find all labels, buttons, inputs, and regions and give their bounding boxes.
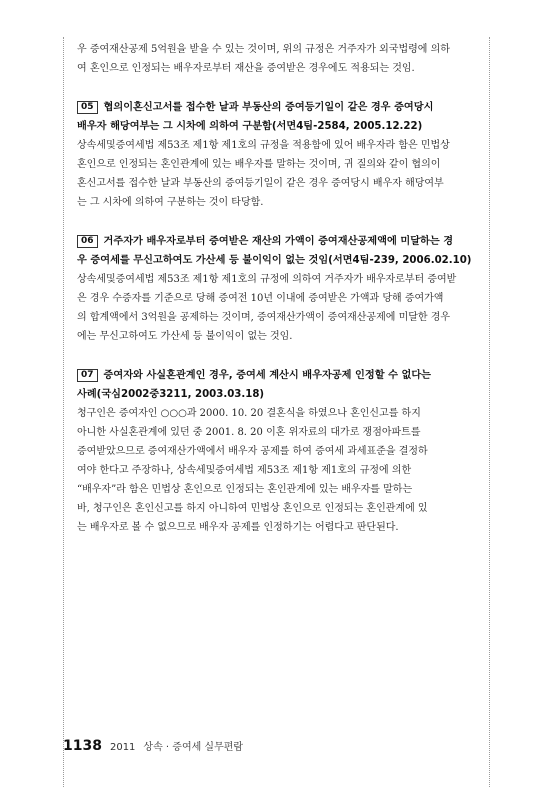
heading-line: 배우자 해당여부는 그 시차에 의하여 구분함(서면4팀-2584, 2005.12.22) <box>77 121 423 132</box>
body-line: 청구인은 증여자인 ○○○과 2000. 10. 20 결혼식을 하였으나 혼인신고를 하지 <box>77 408 421 419</box>
body-line: 아니한 사실혼관계에 있던 중 2001. 8. 20 이혼 위자료의 대가로 쟁점아파트를 <box>77 427 421 438</box>
body-line: 는 그 시차에 의하여 구분하는 것이 타당함. <box>77 197 264 208</box>
body-line: “배우자”라 함은 민법상 혼인으로 인정되는 혼인관계에 있는 배우자를 말하는 <box>77 484 413 495</box>
intro-line: 우 증여재산공제 5억원을 받을 수 있는 것이며, 위의 규정은 거주자가 외국법령에 의하 <box>77 44 450 55</box>
body-line: 증여받았으므로 증여재산가액에서 배우자 공제를 하여 증여세 과세표준을 결정하 <box>77 446 428 457</box>
section-heading <box>77 98 479 136</box>
section-body <box>77 270 479 346</box>
heading-line: 증여자와 사실혼관계인 경우, 증여세 계산시 배우자공제 인정할 수 없다는 <box>103 370 432 381</box>
body-line: 상속세및증여세법 제53조 제1항 제1호의 규정을 적용함에 있어 배우자라 함은 민법상 <box>77 140 450 151</box>
body-line: 상속세및증여세법 제53조 제1항 제1호의 규정에 의하여 거주자가 배우자로부터 증여받 <box>77 274 457 285</box>
book-year: 2011 <box>109 742 136 753</box>
page-content <box>77 40 479 537</box>
body-line: 은 경우 수증자를 기준으로 당해 증여전 10년 이내에 증여받은 가액과 당해 증여가액 <box>77 293 444 304</box>
heading-line: 거주자가 배우자로부터 증여받은 재산의 가액이 증여재산공제액에 미달하는 경 <box>103 236 454 247</box>
book-title: 상속 · 증여세 실무편람 <box>143 742 244 753</box>
intro-paragraph <box>77 40 479 78</box>
page-number: 1138 <box>63 738 102 754</box>
heading-line: 협의이혼신고서를 접수한 날과 부동산의 증여등기일이 같은 경우 증여당시 <box>103 102 434 113</box>
intro-line: 여 혼인으로 인정되는 배우자로부터 재산을 증여받은 경우에도 적용되는 것임. <box>77 63 415 74</box>
section-number-badge: 06 <box>77 235 98 248</box>
section-number-badge: 07 <box>77 369 98 382</box>
section-body <box>77 136 479 212</box>
section-05 <box>77 98 479 212</box>
heading-line: 사례(국심2002중3211, 2003.03.18) <box>77 389 265 400</box>
body-line: 혼신고서를 접수한 날과 부동산의 증여등기일이 같은 경우 증여당시 배우자 해당여부 <box>77 178 444 189</box>
section-body <box>77 404 479 537</box>
heading-line: 우 증여세를 무신고하여도 가산세 등 불이익이 없는 것임(서면4팀-239, 2006.02.10) <box>77 255 472 266</box>
section-heading <box>77 232 479 270</box>
section-heading <box>77 366 479 404</box>
body-line: 의 합계액에서 3억원을 공제하는 것이며, 증여재산가액이 증여재산공제에 미달한 경우 <box>77 312 451 323</box>
section-07 <box>77 366 479 537</box>
body-line: 여야 한다고 주장하나, 상속세및증여세법 제53조 제1항 제1호의 규정에 의한 <box>77 465 412 476</box>
page-footer <box>63 738 243 754</box>
body-line: 는 배우자로 볼 수 없으므로 배우자 공제를 인정하기는 어렵다고 판단된다. <box>77 522 399 533</box>
section-number-badge: 05 <box>77 101 98 114</box>
body-line: 에는 무신고하여도 가산세 등 불이익이 없는 것임. <box>77 331 293 342</box>
body-line: 바, 청구인은 혼인신고를 하지 아니하여 민법상 혼인으로 인정되는 혼인관계에 있 <box>77 503 428 514</box>
section-06 <box>77 232 479 346</box>
body-line: 혼인으로 인정되는 혼인관계에 있는 배우자를 말하는 것이며, 귀 질의와 같이 협의이 <box>77 159 441 170</box>
